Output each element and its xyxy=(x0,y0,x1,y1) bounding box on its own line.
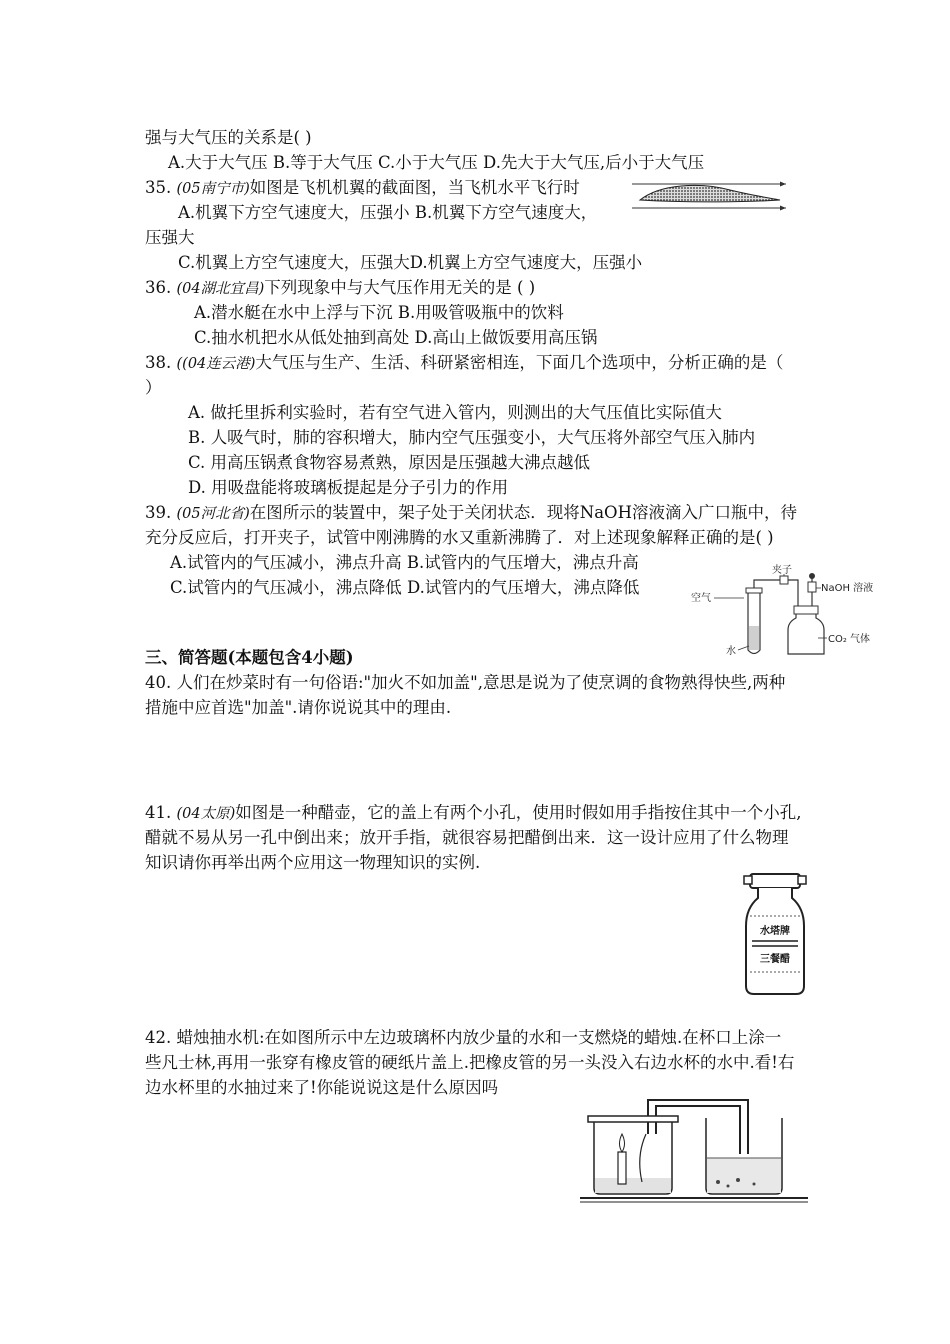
q36-source: (04湖北宜昌) xyxy=(176,281,265,297)
bottle-product: 三餐醋 xyxy=(760,954,790,965)
q36-option-ab: A.潜水艇在水中上浮与下沉 B.用吸管吸瓶中的饮料 xyxy=(194,303,564,322)
q38-option-a: A. 做托里拆利实验时，若有空气进入管内，则测出的大气压值比实际值大 xyxy=(188,403,722,422)
q40-text-1: 人们在炒菜时有一句俗语:"加火不如加盖",意思是说为了使烹调的食物熟得快些,两种 xyxy=(176,673,786,692)
q39-option-cd: C.试管内的气压减小，沸点降低 D.试管内的气压增大，沸点降低 xyxy=(170,578,640,597)
q41-line-1 xyxy=(145,801,802,826)
label-clip: 夹子 xyxy=(772,565,792,576)
q42-line-2: 些凡士林,再用一张穿有橡皮管的硬纸片盖上.把橡皮管的另一头没入右边水杯的水中.看!右 xyxy=(145,1053,795,1072)
q41-line-3: 知识请你再举出两个应用这一物理知识的实例. xyxy=(145,853,481,872)
q36-stem: 下列现象中与大气压作用无关的是 ( ) xyxy=(264,278,536,297)
q38-option-c: C. 用高压锅煮食物容易煮熟，原因是压强越大沸点越低 xyxy=(188,453,591,472)
q38-stem-line xyxy=(145,351,783,376)
q39-option-ab: A.试管内的气压减小，沸点升高 B.试管内的气压增大，沸点升高 xyxy=(170,553,639,572)
q36-number: 36. xyxy=(145,278,172,297)
label-co2: CO₂ 气体 xyxy=(828,634,871,645)
q42-text-1: 蜡烛抽水机:在如图所示中左边玻璃杯内放少量的水和一支燃烧的蜡烛.在杯口上涂一 xyxy=(176,1028,782,1047)
q42-line-1 xyxy=(145,1026,781,1050)
q35-option-ab-cont: 压强大 xyxy=(145,228,195,247)
label-naoh: NaOH 溶液 xyxy=(821,583,874,594)
q40-number: 40. xyxy=(145,673,172,692)
q38-option-b: B. 人吸气时，肺的容积增大，肺内空气压强变小，大气压将外部空气压入肺内 xyxy=(188,428,756,447)
boiling-apparatus-figure xyxy=(688,560,888,662)
q35-option-cd: C.机翼上方空气速度大，压强大D.机翼上方空气速度大，压强小 xyxy=(178,253,643,272)
q42-line-3: 边水杯里的水抽过来了!你能说说这是什么原因吗 xyxy=(145,1078,499,1097)
wing-cross-section-figure xyxy=(630,178,790,212)
label-water: 水 xyxy=(726,646,736,657)
q40-line-2: 措施中应首选"加盖".请你说说其中的理由. xyxy=(145,698,452,717)
label-air: 空气 xyxy=(691,593,711,604)
bottle-brand: 水塔牌 xyxy=(760,926,790,937)
q35-number: 35. xyxy=(145,178,172,197)
q34-stem-cont: 强与大气压的关系是( ) xyxy=(145,128,312,147)
q41-number: 41. xyxy=(145,803,172,822)
q38-stem-cont: ） xyxy=(145,378,162,397)
q39-number: 39. xyxy=(145,503,172,522)
q35-stem-line xyxy=(145,176,580,201)
q35-source: (05南宁市) xyxy=(176,181,250,197)
q39-stem: 在图所示的装置中，架子处于关闭状态．现将NaOH溶液滴入广口瓶中，待 xyxy=(249,503,797,522)
q41-text-1: 如图是一种醋壶，它的盖上有两个小孔，使用时假如用手指按住其中一个小孔, xyxy=(235,803,802,822)
q41-line-2: 醋就不易从另一孔中倒出来；放开手指，就很容易把醋倒出来．这一设计应用了什么物理 xyxy=(145,828,789,847)
q42-number: 42. xyxy=(145,1028,172,1047)
q35-stem: 如图是飞机机翼的截面图，当飞机水平飞行时 xyxy=(249,178,580,197)
section-title: 三、简答题(本题包含4小题) xyxy=(145,648,354,667)
q36-stem-line xyxy=(145,276,535,301)
q39-stem-line xyxy=(145,501,797,526)
q34-options: A.大于大气压 B.等于大气压 C.小于大气压 D.先大于大气压,后小于大气压 xyxy=(168,153,705,172)
vinegar-bottle-figure xyxy=(740,868,810,998)
q38-number: 38. xyxy=(145,353,172,372)
q38-source: ((04连云港) xyxy=(176,356,256,372)
q39-source: (05河北省) xyxy=(176,506,250,522)
q39-stem-cont: 充分反应后，打开夹子，试管中刚沸腾的水又重新沸腾了．对上述现象解释正确的是( ) xyxy=(145,528,774,547)
q38-option-d: D. 用吸盘能将玻璃板提起是分子引力的作用 xyxy=(188,478,509,497)
q38-stem: 大气压与生产、生活、科研紧密相连，下面几个选项中，分析正确的是（ xyxy=(255,353,784,372)
candle-pump-figure xyxy=(578,1094,810,1206)
q41-source: (04太原) xyxy=(176,806,236,822)
q40-line-1 xyxy=(145,671,785,695)
q36-option-cd: C.抽水机把水从低处抽到高处 D.高山上做饭要用高压锅 xyxy=(194,328,598,347)
q35-option-ab: A.机翼下方空气速度大，压强小 B.机翼下方空气速度大， xyxy=(178,203,598,222)
